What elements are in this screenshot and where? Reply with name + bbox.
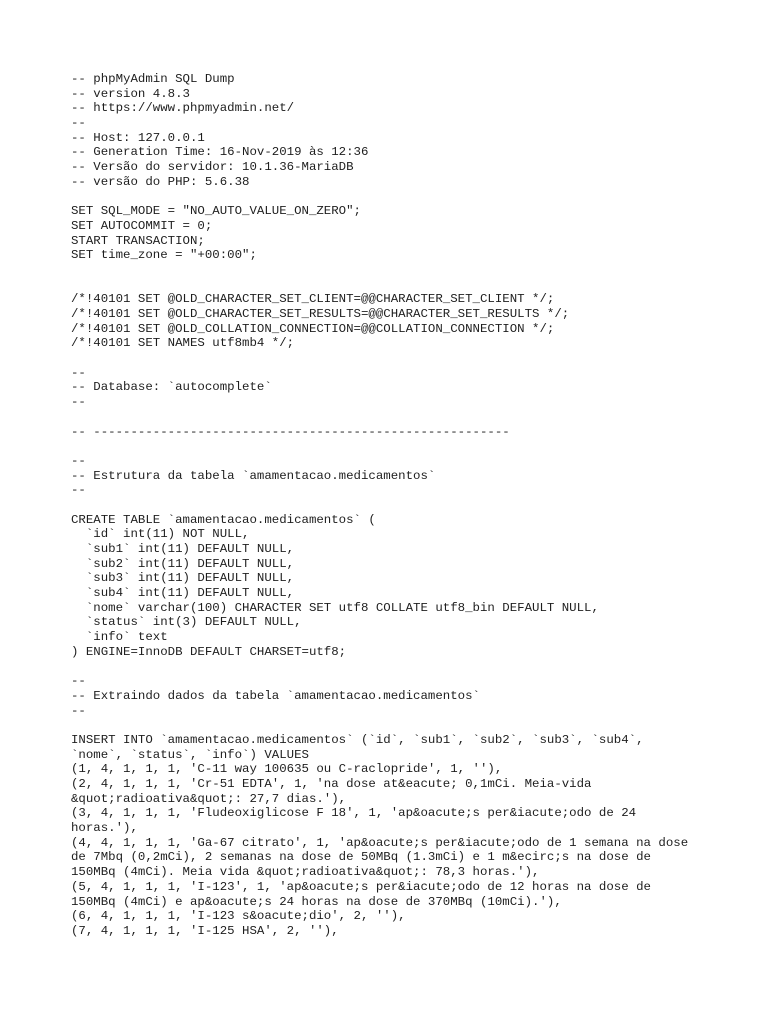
code-line [71,718,688,733]
code-line: -- Generation Time: 16-Nov-2019 às 12:36 [71,145,369,160]
code-line: /*!40101 SET @OLD_COLLATION_CONNECTION=@@COLLATION_CONNECTION */; [71,321,555,336]
code-line [71,263,688,278]
code-line: (3, 4, 1, 1, 1, 'Fludeoxiglicose F 18', 1, 'ap&oacute;s per&iacute;odo de 24 [71,806,637,821]
code-line: `sub1` int(11) DEFAULT NULL, [71,542,295,556]
code-line: -- [71,395,86,410]
code-line: de 7Mbq (0,2mCi), 2 semanas na dose de 50MBq (1.3mCi) e 1 m&ecirc;s na dose de [71,850,651,865]
code-line: -- -------------------------------------------------------- [71,424,510,439]
code-line: -- versão do PHP: 5.6.38 [71,174,250,189]
code-line: -- Extraindo dados da tabela `amamentacao.medicamentos` [71,688,480,703]
sql-dump-text [71,72,688,939]
code-line: `nome`, `status`, `info`) VALUES [71,747,309,762]
code-line [71,498,688,513]
code-line: -- Host: 127.0.0.1 [71,130,205,145]
code-line: horas.'), [71,821,138,836]
code-line [71,660,688,675]
code-line: `sub3` int(11) DEFAULT NULL, [71,571,295,586]
code-line: 150MBq (4mCi) e ap&oacute;s 24 horas na dose de 370MBq (10mCi).'), [71,894,562,909]
code-line [71,410,688,425]
code-line: `info` text [71,630,168,645]
code-line: (7, 4, 1, 1, 1, 'I-125 HSA', 2, ''), [71,923,339,938]
code-line: -- [71,453,86,468]
code-line: -- Database: `autocomplete` [71,380,272,395]
code-line [71,190,688,205]
code-line: /*!40101 SET @OLD_CHARACTER_SET_CLIENT=@@CHARACTER_SET_CLIENT */; [71,292,555,307]
code-line: -- [71,365,86,380]
code-line: `sub4` int(11) DEFAULT NULL, [71,586,295,601]
code-line: ) ENGINE=InnoDB DEFAULT CHARSET=utf8; [71,644,347,659]
code-line: START TRANSACTION; [71,233,205,248]
code-line: -- https://www.phpmyadmin.net/ [71,101,295,116]
code-line: INSERT INTO `amamentacao.medicamentos` (`id`, `sub1`, `sub2`, `sub3`, `sub4`, [71,732,644,747]
code-line: -- version 4.8.3 [71,86,190,101]
code-line: -- [71,703,86,718]
code-line: `id` int(11) NOT NULL, [71,527,250,542]
code-line: -- Estrutura da tabela `amamentacao.medicamentos` [71,468,436,483]
code-line: -- [71,116,86,131]
code-line: `nome` varchar(100) CHARACTER SET utf8 COLLATE utf8_bin DEFAULT NULL, [71,600,599,615]
code-line: `sub2` int(11) DEFAULT NULL, [71,556,295,571]
code-line: -- [71,674,86,689]
code-line [71,439,688,454]
code-line: -- phpMyAdmin SQL Dump [71,72,235,86]
code-line: -- Versão do servidor: 10.1.36-MariaDB [71,160,354,175]
code-line: 150MBq (4mCi). Meia vida &quot;radioativa&quot;: 78,3 horas.'), [71,865,540,880]
code-line: (2, 4, 1, 1, 1, 'Cr-51 EDTA', 1, 'na dose at&eacute; 0,1mCi. Meia-vida [71,777,592,791]
code-line [71,351,688,366]
code-line: &quot;radioativa&quot;: 27,7 dias.'), [71,791,347,806]
code-line: (5, 4, 1, 1, 1, 'I-123', 1, 'ap&oacute;s per&iacute;odo de 12 horas na dose de [71,879,651,894]
code-line: -- [71,483,86,498]
code-line: (6, 4, 1, 1, 1, 'I-123 s&oacute;dio', 2, ''), [71,909,406,924]
code-line: (4, 4, 1, 1, 1, 'Ga-67 citrato', 1, 'ap&oacute;s per&iacute;odo de 1 semana na dose [71,835,689,850]
code-line [71,278,688,293]
code-line: SET SQL_MODE = "NO_AUTO_VALUE_ON_ZERO"; [71,204,361,219]
code-line: SET AUTOCOMMIT = 0; [71,218,213,233]
code-line: `status` int(3) DEFAULT NULL, [71,615,302,630]
code-line: SET time_zone = "+00:00"; [71,248,257,263]
code-line: CREATE TABLE `amamentacao.medicamentos` ( [71,512,376,527]
code-line: /*!40101 SET NAMES utf8mb4 */; [71,336,295,351]
code-line: /*!40101 SET @OLD_CHARACTER_SET_RESULTS=@@CHARACTER_SET_RESULTS */; [71,307,570,321]
code-line: (1, 4, 1, 1, 1, 'C-11 way 100635 ou C-raclopride', 1, ''), [71,762,503,777]
